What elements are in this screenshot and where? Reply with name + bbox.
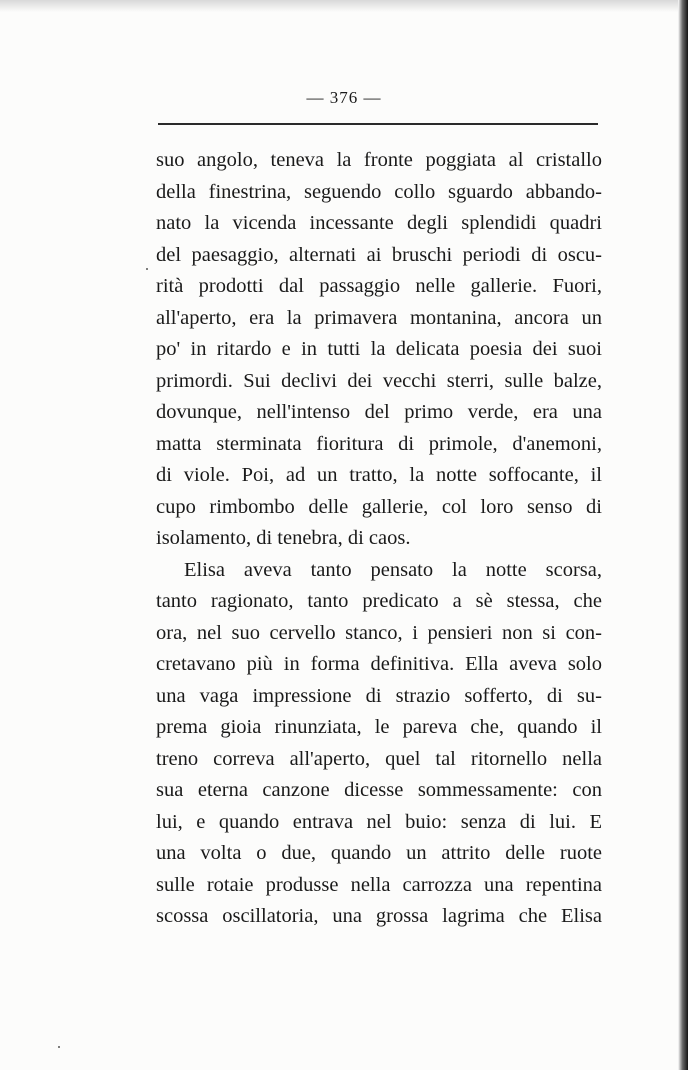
text-line: cupo rimbombo delle gallerie, col loro senso di xyxy=(156,495,602,518)
text-line: tanto ragionato, tanto predicato a sè stessa, che xyxy=(156,590,602,612)
text-line: di viole. Poi, ad un tratto, la notte soffocante, il xyxy=(156,464,602,486)
text-line: treno correva all'aperto, quel tal ritornello nella xyxy=(156,747,602,770)
text-line: primordi. Sui declivi dei vecchi sterri, sulle balze, xyxy=(156,369,602,392)
text-line: rità prodotti dal passaggio nelle gallerie. Fuori, xyxy=(156,275,602,297)
text-line: sulle rotaie produsse nella carrozza una repentina xyxy=(156,873,602,896)
page-top-shadow xyxy=(0,0,688,12)
text-line: nato la vicenda incessante degli splendidi quadri xyxy=(156,212,602,234)
text-line: Elisa aveva tanto pensato la notte scorsa, xyxy=(184,558,602,581)
text-line: sua eterna canzone dicesse sommessamente: con xyxy=(156,779,602,801)
paragraph-1 xyxy=(156,145,602,555)
text-line: cretavano più in forma definitiva. Ella aveva solo xyxy=(156,653,602,675)
text-line: della finestrina, seguendo collo sguardo abbando- xyxy=(156,180,602,203)
print-speck xyxy=(146,268,148,270)
text-line: matta sterminata fioritura di primole, d'anemoni, xyxy=(156,432,602,455)
header-rule xyxy=(158,123,598,125)
text-line: po' in ritardo e in tutti la delicata poesia dei suoi xyxy=(156,338,602,360)
text-line: prema gioia rinunziata, le pareva che, quando il xyxy=(156,716,602,738)
text-line: all'aperto, era la primavera montanina, ancora un xyxy=(156,306,602,329)
text-line: una vaga impressione di strazio sofferto, di su- xyxy=(156,684,602,707)
text-line: suo angolo, teneva la fronte poggiata al cristallo xyxy=(156,149,602,171)
page-number: — 376 — xyxy=(306,88,382,107)
print-speck xyxy=(58,1046,60,1048)
paragraph-2 xyxy=(156,555,602,933)
page-gutter-shadow xyxy=(678,0,688,1070)
text-line: isolamento, di tenebra, di caos. xyxy=(156,527,411,549)
text-line: ora, nel suo cervello stanco, i pensieri non si con- xyxy=(156,621,602,644)
text-line: scossa oscillatoria, una grossa lagrima che Elisa xyxy=(156,905,602,927)
text-line: una volta o due, quando un attrito delle ruote xyxy=(156,842,602,864)
text-line: del paesaggio, alternati ai bruschi periodi di oscu- xyxy=(156,243,602,266)
text-line: dovunque, nell'intenso del primo verde, era una xyxy=(156,401,602,423)
text-line: lui, e quando entrava nel buio: senza di lui. E xyxy=(156,810,602,833)
body-text xyxy=(156,145,602,933)
